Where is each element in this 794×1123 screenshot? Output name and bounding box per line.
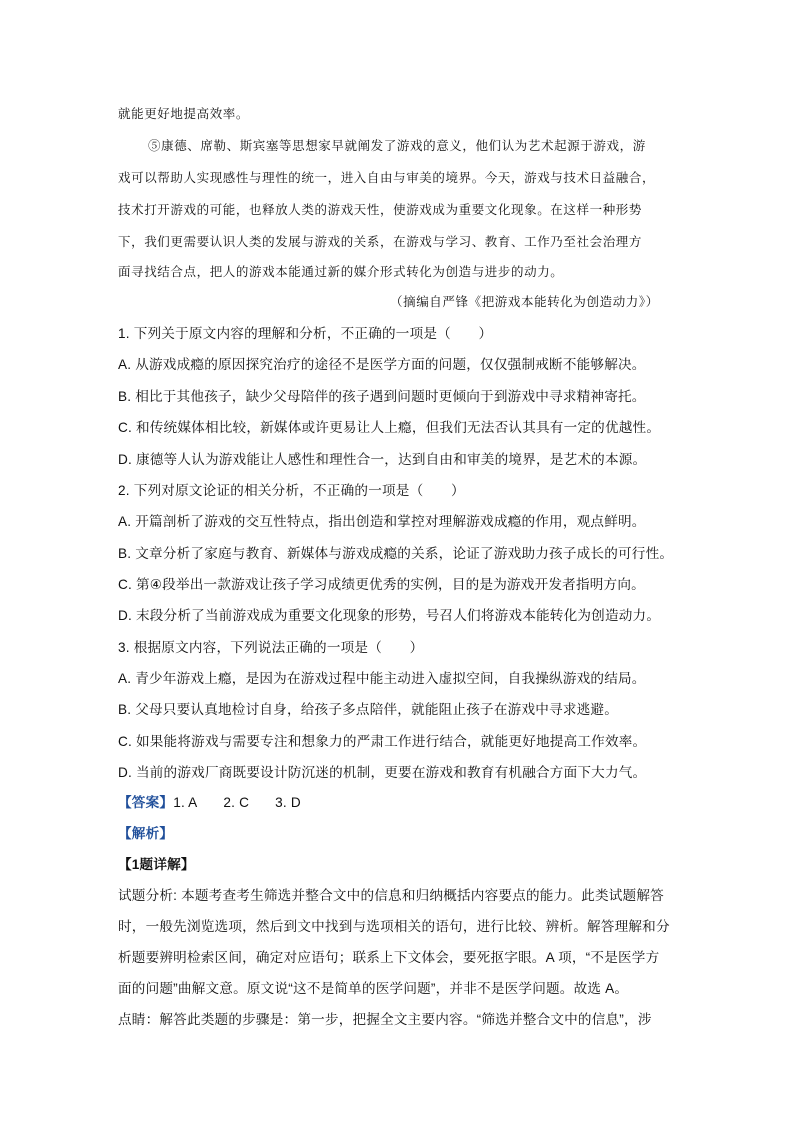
option-c: C. 第④段举出一款游戏让孩子学习成绩更优秀的实例，目的是为游戏开发者指明方向。 — [118, 577, 645, 592]
option-d: D. 当前的游戏厂商既要设计防沉迷的机制，更要在游戏和教育有机融合方面下大力气。 — [118, 765, 647, 780]
passage-line: 面寻找结合点，把人的游戏本能通过新的媒介形式转化为创造与进步的动力。 — [118, 264, 564, 279]
option-d: D. 末段分析了当前游戏成为重要文化现象的形势，号召人们将游戏本能转化为创造动力。 — [118, 608, 661, 623]
question-stem: 3. 根据原文内容，下列说法正确的一项是（ ） — [118, 640, 424, 655]
option-b: B. 文章分析了家庭与教育、新媒体与游戏成瘾的关系，论证了游戏助力孩子成长的可行性。 — [118, 546, 674, 561]
detail-line: 时，一般先浏览选项，然后到文中找到与选项相关的语句，进行比较、辨析。解答理解和分 — [118, 919, 670, 934]
question-stem: 2. 下列对原文论证的相关分析，不正确的一项是（ ） — [118, 483, 465, 498]
option-d: D. 康德等人认为游戏能让人感性和理性合一，达到自由和审美的境界，是艺术的本源。 — [118, 452, 647, 467]
passage-fragment: 就能更好地提高效率。 — [118, 106, 250, 121]
answer-label: 【答案】 — [118, 795, 174, 810]
option-a: A. 从游戏成瘾的原因探究治疗的途径不是医学方面的问题，仅仅强制戒断不能够解决。 — [118, 357, 646, 372]
passage-line: 戏可以帮助人实现感性与理性的统一，进入自由与审美的境界。今天，游戏与技术日益融合， — [118, 170, 656, 185]
option-a: A. 开篇剖析了游戏的交互性特点，指出创造和掌控对理解游戏成瘾的作用，观点鲜明。 — [118, 514, 646, 529]
detail-label: 【1题详解】 — [118, 857, 195, 872]
passage-line: 下，我们更需要认识人类的发展与游戏的关系，在游戏与学习、教育、工作乃至社会治理方 — [118, 234, 643, 249]
option-c: C. 如果能将游戏与需要专注和想象力的严肃工作进行结合，就能更好地提高工作效率。 — [118, 734, 647, 749]
passage-line: 技术打开游戏的可能，也释放人类的游戏天性，使游戏成为重要文化现象。在这样一种形势 — [118, 202, 643, 217]
passage-line: ⑤康德、席勒、斯宾塞等思想家早就阐发了游戏的意义，他们认为艺术起源于游戏，游 — [148, 138, 646, 153]
detail-line: 试题分析: 本题考查考生筛选并整合文中的信息和归纳概括内容要点的能力。此类试题解答 — [118, 888, 664, 903]
passage-source: （摘编自严锋《把游戏本能转化为创造动力》） — [390, 294, 659, 309]
detail-line: 点睛：解答此类题的步骤是：第一步，把握全文主要内容。“筛选并整合文中的信息”，涉 — [118, 1012, 652, 1027]
analysis-label: 【解析】 — [118, 826, 174, 841]
answer-item: 3. D — [275, 795, 301, 810]
option-c: C. 和传统媒体相比较，新媒体或许更易让人上瘾，但我们无法否认其具有一定的优越性。 — [118, 420, 661, 435]
detail-line: 析题要辨明检索区间，确定对应语句；联系上下文体会，要死抠字眼。A 项，“不是医学方 — [118, 950, 660, 965]
option-a: A. 青少年游戏上瘾，是因为在游戏过程中能主动进入虚拟空间，自我操纵游戏的结局。 — [118, 671, 646, 686]
answer-item: 1. A — [173, 795, 198, 810]
option-b: B. 父母只要认真地检讨自身，给孩子多点陪伴，就能阻止孩子在游戏中寻求逃避。 — [118, 702, 618, 717]
question-stem: 1. 下列关于原文内容的理解和分析，不正确的一项是（ ） — [118, 326, 493, 341]
answer-row — [118, 791, 327, 811]
detail-line: 面的问题”曲解文意。原文说“这不是简单的医学问题”，并非不是医学问题。故选 A。 — [118, 981, 629, 996]
answer-item: 2. C — [223, 795, 250, 810]
option-b: B. 相比于其他孩子，缺少父母陪伴的孩子遇到问题时更倾向于到游戏中寻求精神寄托。 — [118, 389, 646, 404]
